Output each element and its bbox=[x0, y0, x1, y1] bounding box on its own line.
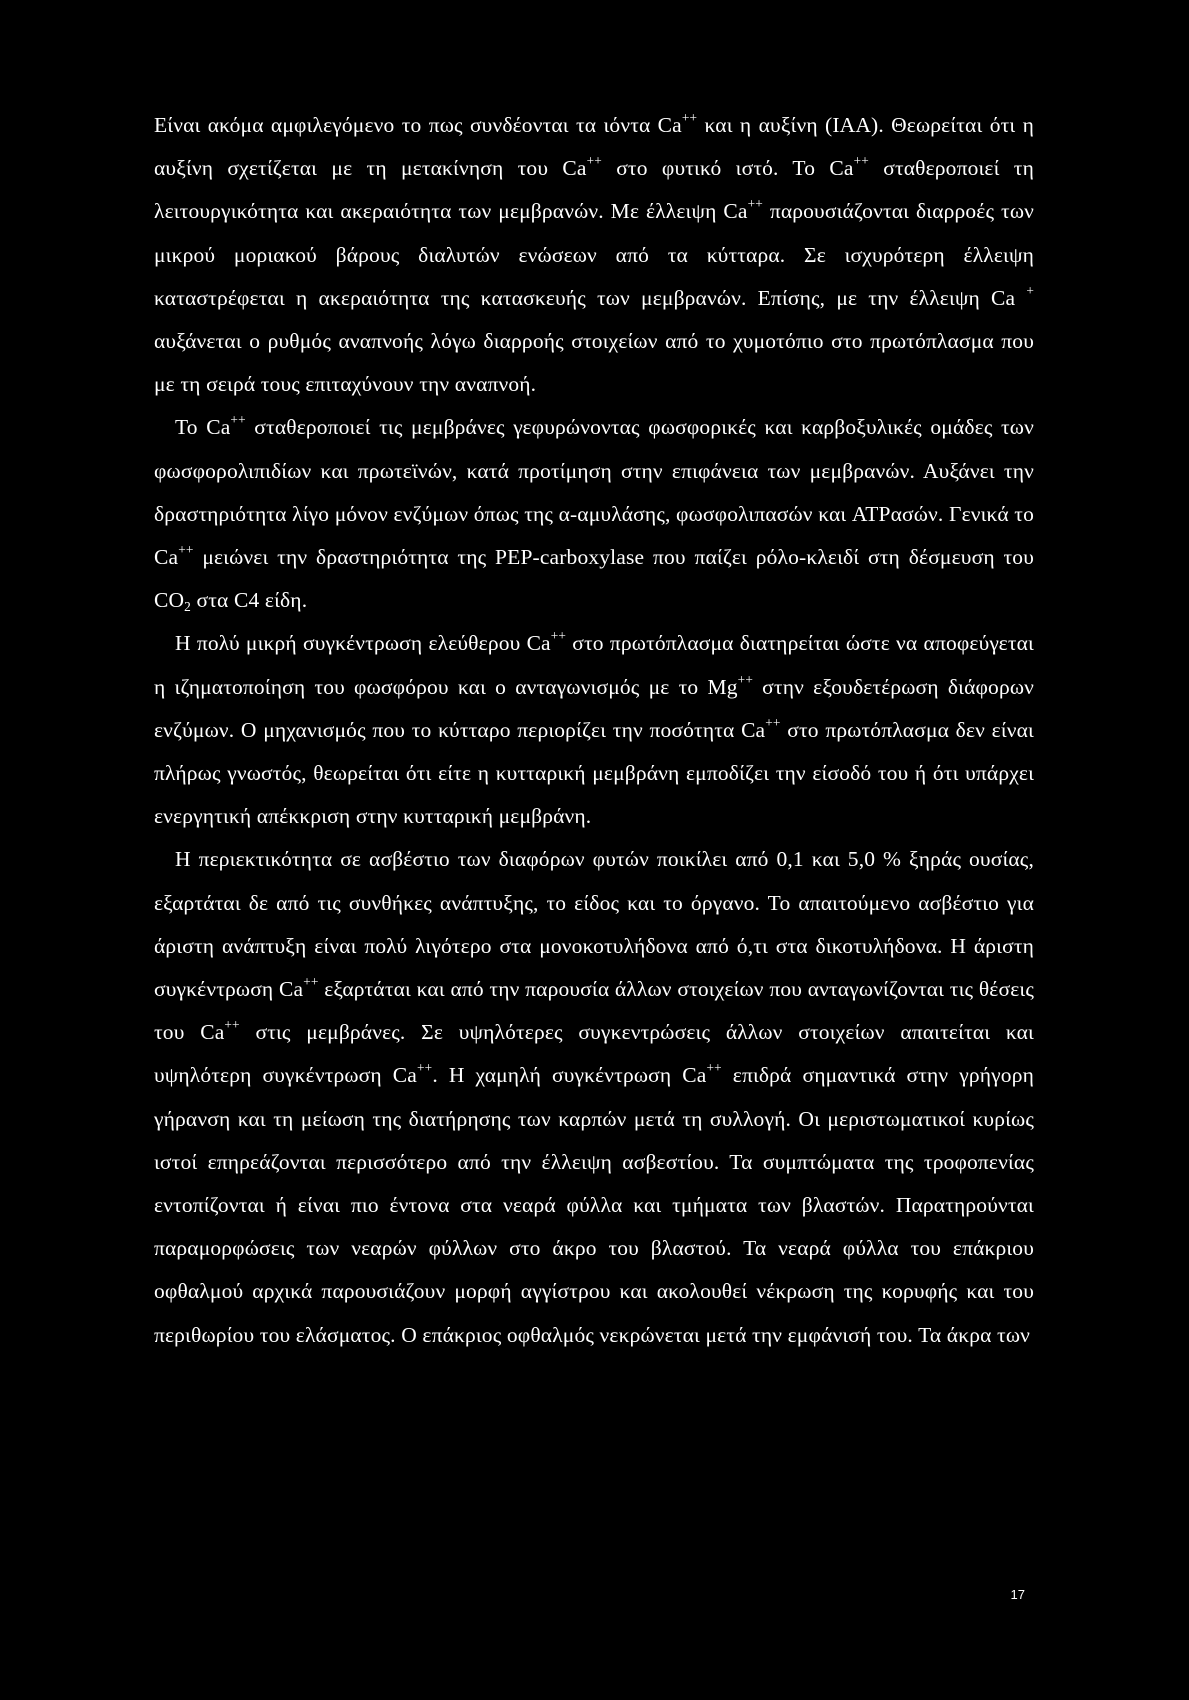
paragraph-1 bbox=[154, 104, 1034, 406]
text-run: Το Ca bbox=[175, 415, 231, 440]
superscript-charge: ++ bbox=[853, 153, 869, 169]
superscript-charge: ++ bbox=[224, 1017, 240, 1033]
text-run: στα C4 είδη. bbox=[191, 588, 308, 613]
text-run: παρουσιάζονται διαρροές των μικρού μοριακού βάρους διαλυτών ενώσεων από τα κύτταρα. Σε ισχυρότερη έλλειψη καταστρέφεται η ακεραιότητα της κατασκευής των μεμβρανών. Επίσης, με την έλλειψη Ca bbox=[154, 199, 1034, 310]
text-run: στην εξουδετέρωση διάφορων ενζύμων. Ο μηχανισμός που το κύτταρο περιορίζει την ποσότητα Ca bbox=[154, 674, 1034, 742]
paragraph-3 bbox=[154, 622, 1034, 838]
text-run: εξαρτάται και από την παρουσία άλλων στοιχείων που ανταγωνίζονται τις θέσεις του Ca bbox=[154, 977, 1034, 1045]
text-run: Η περιεκτικότητα σε ασβέστιο των διαφόρων φυτών ποικίλει από 0,1 και 5,0 % ξηράς ουσίας, εξαρτάται δε από τις συνθήκες ανάπτυξης, το είδος και το όργανο. Το απαιτούμενο ασβέστιο για άριστη ανάπτυξη είναι πολύ λιγότερο στα μονοκοτυλήδονα από ό,τι στα δικοτυλήδονα. Η άριστη συγκέντρωση Ca bbox=[154, 847, 1034, 1002]
text-run: επιδρά σημαντικά στην γρήγορη γήρανση και τη μείωση της διατήρησης των καρπών μετά τη συλλογή. Οι μεριστωματικοί κυρίως ιστοί επηρεάζονται περισσότερο από την έλλειψη ασβεστίου. Τα συμπτώματα της τροφοπενίας εντοπίζονται ή είναι πιο έντονα στα νεαρά φύλλα και τμήματα των βλαστών. Παρατηρούνται παραμορφώσεις των νεαρών φύλλων στο άκρο του βλαστού. Τα νεαρά φύλλα του επάκριου οφθαλμού αρχικά παρουσιάζουν μορφή αγγίστρου και ακολουθεί νέκρωση της κορυφής και του περιθωρίου του ελάσματος. Ο επάκριος οφθαλμός νεκρώνεται μετά την εμφάνισή του. Τα άκρα των bbox=[154, 1063, 1034, 1347]
superscript-charge: ++ bbox=[178, 542, 194, 558]
text-run: στο πρωτόπλασμα δεν είναι πλήρως γνωστός, θεωρείται ότι είτε η κυτταρική μεμβράνη εμποδίζει την είσοδό του ή ότι υπάρχει ενεργητική απέκκριση στην κυτταρική μεμβράνη. bbox=[154, 717, 1034, 829]
superscript-charge: ++ bbox=[586, 153, 602, 169]
superscript-charge: ++ bbox=[706, 1060, 722, 1076]
text-run: μειώνει την δραστηριότητα της PEP-carboxylase που παίζει ρόλο-κλειδί στη δέσμευση του CO bbox=[154, 545, 1034, 613]
text-run: στις μεμβράνες. Σε υψηλότερες συγκεντρώσεις άλλων στοιχείων απαιτείται και υψηλότερη συγκέντρωση Ca bbox=[154, 1020, 1034, 1088]
text-run: στο πρωτόπλασμα διατηρείται ώστε να αποφεύγεται η ιζηματοποίηση του φωσφόρου και ο ανταγωνισμός με το Mg bbox=[154, 631, 1034, 699]
body-text bbox=[154, 104, 1034, 1357]
text-run: αυξάνεται ο ρυθμός αναπνοής λόγω διαρροής στοιχείων από το χυμοτόπιο στο πρωτόπλασμα που με τη σειρά τους επιταχύνουν την αναπνοή. bbox=[154, 329, 1034, 397]
text-run: στο φυτικό ιστό. Το Ca bbox=[601, 156, 854, 181]
superscript-charge: ++ bbox=[737, 671, 754, 687]
superscript-charge: ++ bbox=[765, 714, 781, 730]
text-run: σταθεροποιεί τη λειτουργικότητα και ακεραιότητα των μεμβρανών. Με έλλειψη Ca bbox=[154, 156, 1034, 224]
text-run: Η πολύ μικρή συγκέντρωση ελεύθερου Ca bbox=[175, 631, 551, 656]
paragraph-4 bbox=[154, 838, 1034, 1356]
page-number: 17 bbox=[1010, 1587, 1025, 1602]
superscript-charge: ++ bbox=[230, 412, 246, 428]
paragraph-2 bbox=[154, 406, 1034, 622]
text-run: . Η χαμηλή συγκέντρωση Ca bbox=[432, 1063, 707, 1088]
text-run: σταθεροποιεί τις μεμβράνες γεφυρώνοντας φωσφορικές και καρβοξυλικές ομάδες των φωσφορολιπιδίων και πρωτεϊνών, κατά προτίμηση στην επιφάνεια των μεμβρανών. Αυξάνει την δραστηριότητα λίγο μόνον ενζύμων όπως της α-αμυλάσης, φωσφολιπασών και ATPασών. Γενικά το Ca bbox=[154, 415, 1034, 570]
superscript-charge: ++ bbox=[416, 1060, 433, 1076]
superscript-charge: ++ bbox=[550, 628, 567, 644]
superscript-charge: ++ bbox=[747, 196, 763, 212]
superscript-charge: ++ bbox=[681, 110, 698, 126]
superscript-charge: + bbox=[1026, 282, 1034, 298]
text-run: και η αυξίνη (ΙΑΑ). Θεωρείται ότι η αυξίνη σχετίζεται με τη μετακίνηση του Ca bbox=[154, 113, 1034, 181]
text-run: Είναι ακόμα αμφιλεγόμενο το πως συνδέονται τα ιόντα Ca bbox=[154, 113, 682, 137]
superscript-charge: ++ bbox=[303, 974, 319, 990]
subscript-index: 2 bbox=[184, 599, 191, 615]
